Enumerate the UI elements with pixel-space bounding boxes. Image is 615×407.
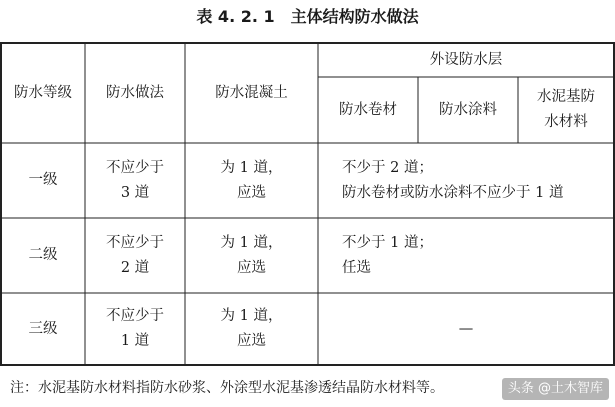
table-row-1-concrete [185, 143, 318, 218]
header-cement-line1: 水泥基防 [537, 89, 595, 105]
table-row-1-external [318, 143, 614, 218]
header-cement-line2: 水材料 [544, 114, 588, 130]
row-external-line2: 任选 [342, 259, 371, 276]
row-external-line1: 不少于 2 道； [342, 159, 433, 176]
table-row-2-concrete [185, 218, 318, 293]
table-note: 注：水泥基防水材料指防水砂浆、外涂型水泥基渗透结晶防水材料等。 [10, 380, 444, 396]
table-row-3-external [318, 293, 614, 365]
header-coating [418, 77, 518, 143]
row-concrete-line1: 为 1 道， [220, 159, 283, 176]
table-row-1-level [1, 143, 85, 218]
row-level-text: 三级 [28, 320, 58, 337]
header-coating-text: 防水涂料 [439, 101, 497, 118]
row-external-line1: 不少于 1 道； [342, 234, 433, 251]
table-row-2-external [318, 218, 614, 293]
table-row-2-level [1, 218, 85, 293]
table-row-1-method [85, 143, 185, 218]
row-method-line1: 不应少于 [106, 159, 164, 176]
header-concrete [185, 43, 318, 143]
header-external-text: 外设防水层 [429, 51, 503, 68]
row-external-dash: — [458, 320, 474, 337]
header-cement [518, 77, 614, 143]
row-concrete-line2: 应选 [237, 259, 266, 276]
row-level-text: 二级 [28, 247, 58, 263]
header-level [1, 43, 85, 143]
header-external [318, 43, 614, 77]
row-external-line2: 防水卷材或防水涂料不应少于 1 道 [342, 184, 564, 201]
row-concrete-line2: 应选 [237, 184, 266, 201]
header-level-text: 防水等级 [14, 84, 72, 101]
row-method-line2: 3 道 [120, 184, 150, 201]
row-method-line2: 1 道 [120, 333, 150, 349]
row-concrete-line2: 应选 [237, 333, 266, 349]
header-method-text: 防水做法 [106, 84, 164, 101]
table-row-3-level [1, 293, 85, 365]
header-method [85, 43, 185, 143]
row-concrete-line1: 为 1 道， [220, 234, 283, 251]
row-method-line1: 不应少于 [106, 234, 164, 251]
row-method-line1: 不应少于 [106, 308, 164, 324]
row-method-line2: 2 道 [120, 259, 150, 276]
table-row-3-concrete [185, 293, 318, 365]
table-title: 表 4. 2. 1 主体结构防水做法 [196, 7, 419, 26]
row-level-text: 一级 [28, 172, 58, 188]
header-membrane [318, 77, 418, 143]
header-concrete-text: 防水混凝土 [215, 84, 288, 101]
row-concrete-line1: 为 1 道， [220, 308, 283, 324]
table-row-2-method [85, 218, 185, 293]
watermark: 头条 @土木智库 [502, 378, 609, 400]
header-membrane-text: 防水卷材 [339, 101, 397, 118]
table-row-3-method [85, 293, 185, 365]
